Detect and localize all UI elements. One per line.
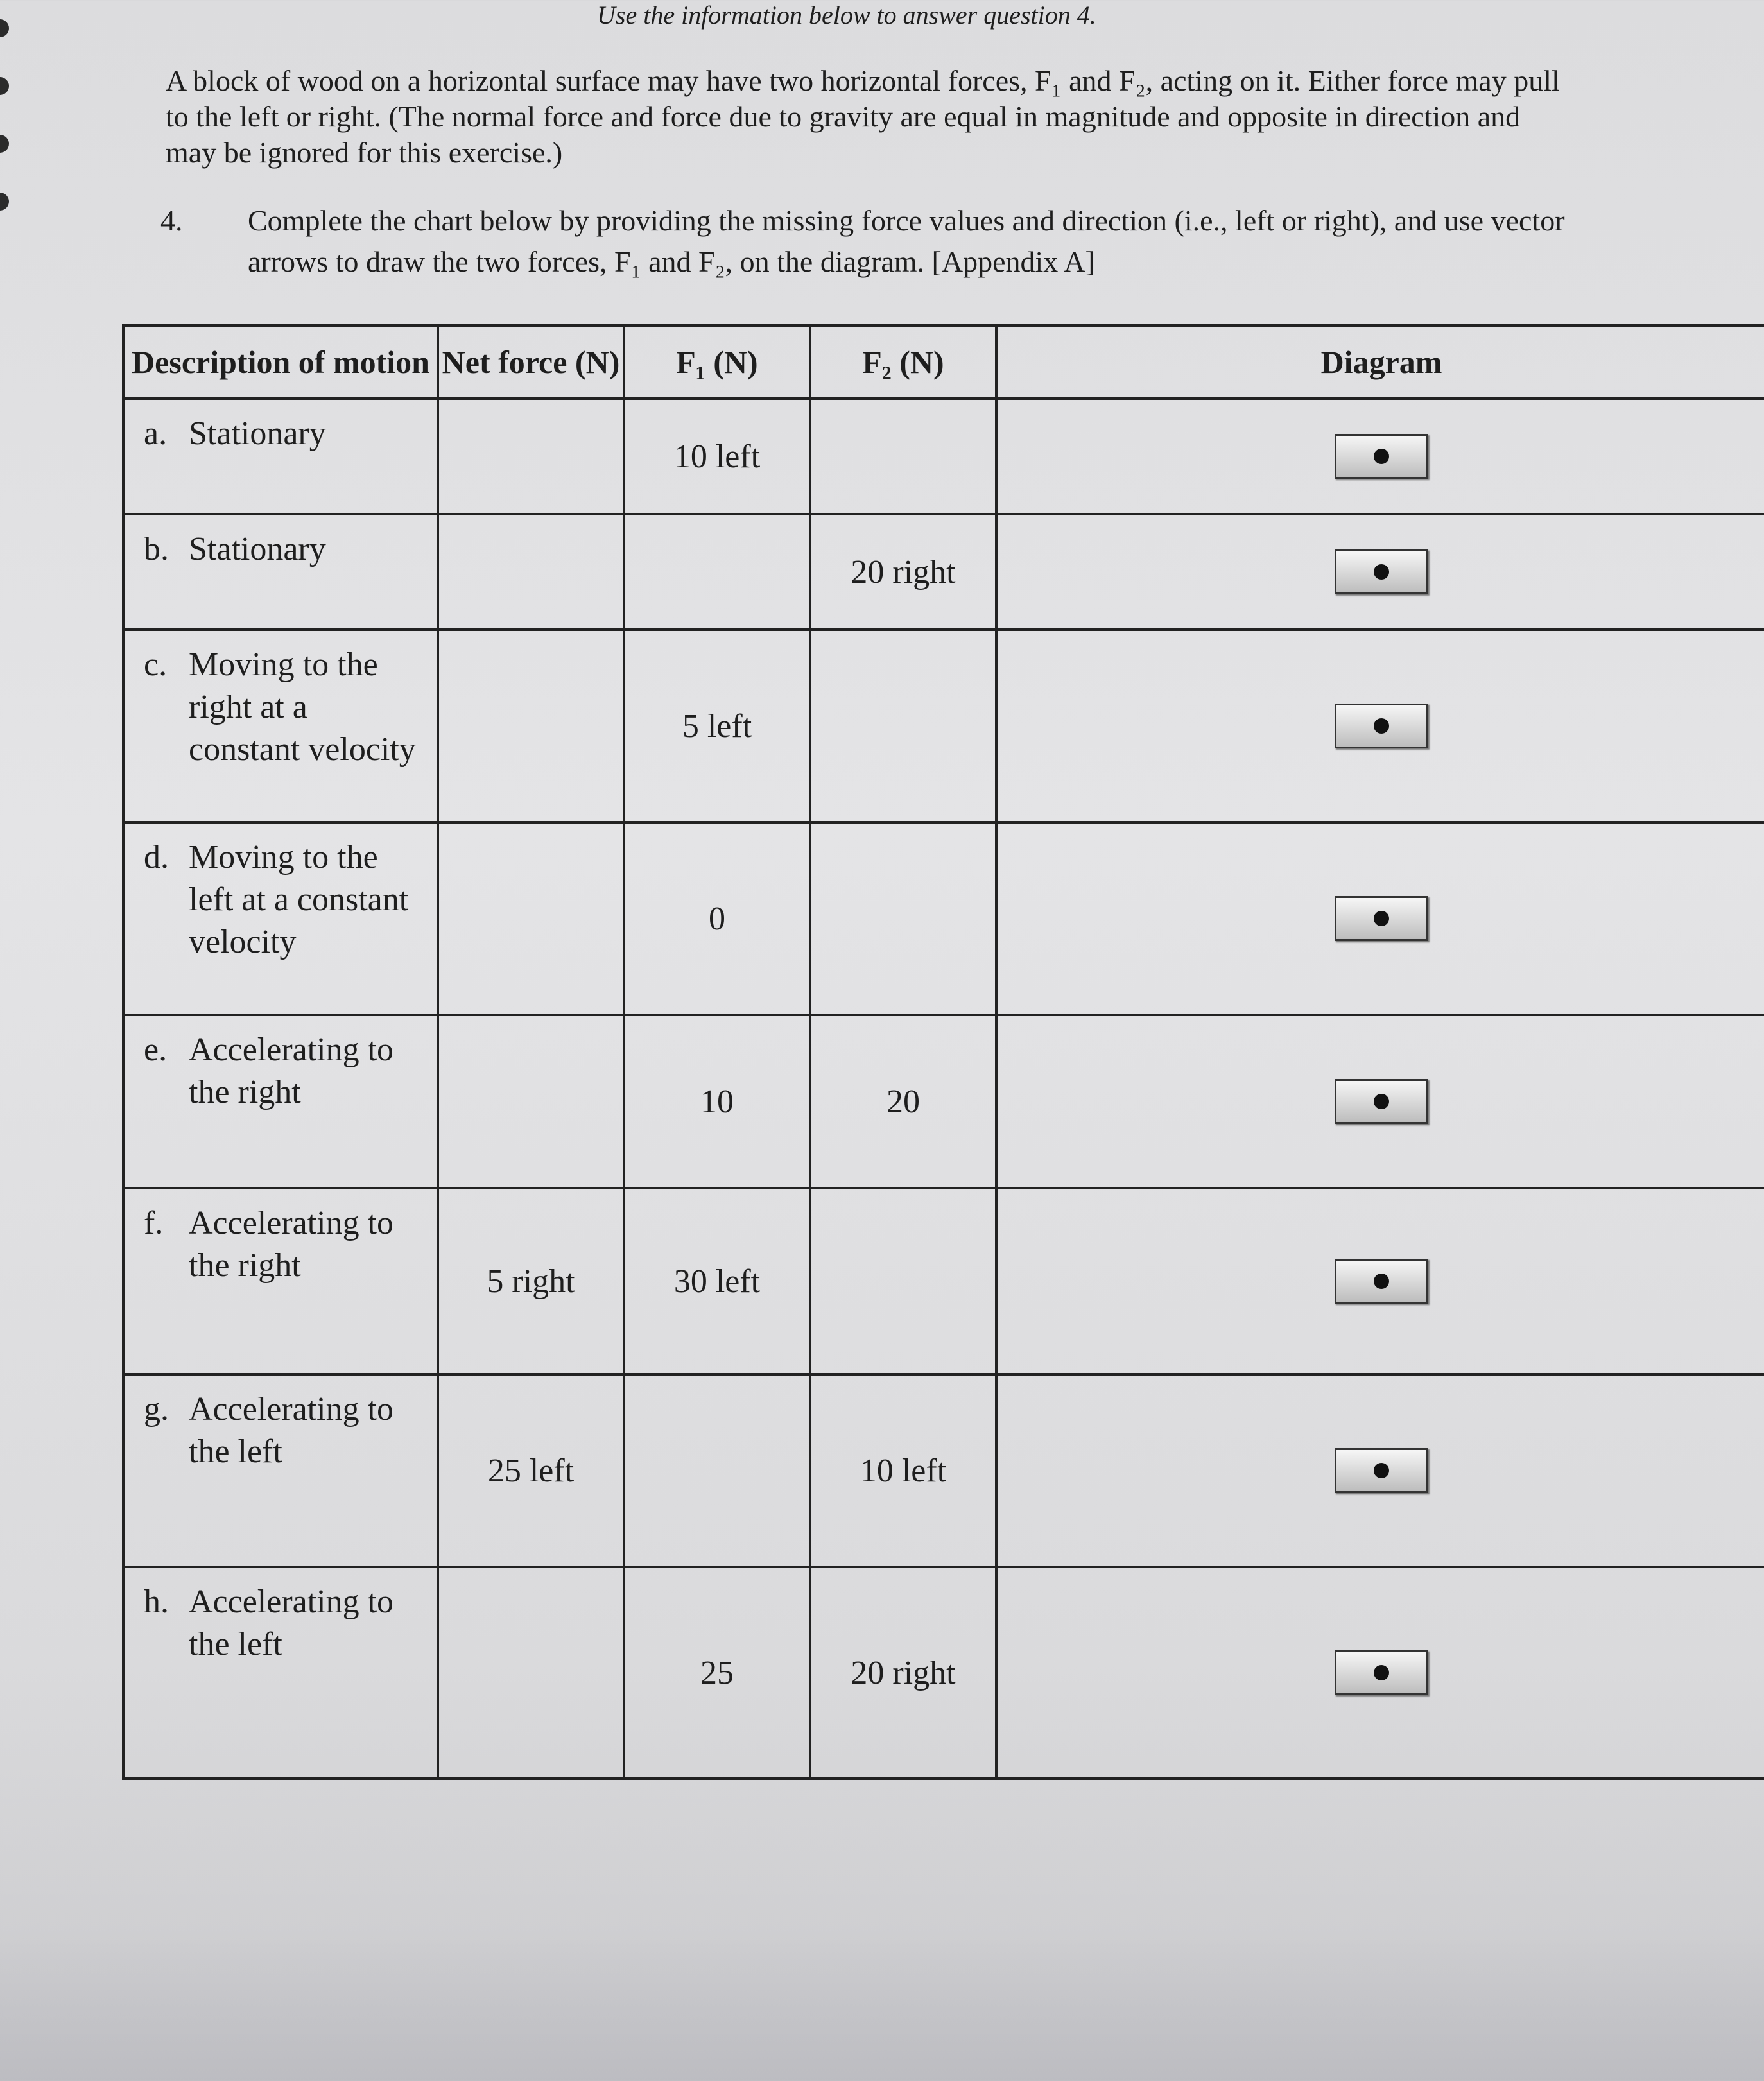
- header-f2: F₂ (N): [810, 325, 996, 399]
- cell-description: [123, 514, 438, 630]
- cell-f2[interactable]: [810, 1188, 996, 1374]
- page-header: Use the information below to answer question 4.: [597, 1, 1096, 30]
- row-description: Accelerating to the right: [189, 1032, 394, 1110]
- row-description: Accelerating to the left: [189, 1391, 394, 1470]
- question-4: [160, 200, 1592, 282]
- center-dot-icon: [1374, 911, 1389, 926]
- table-header-row: [123, 325, 1764, 399]
- cell-diagram[interactable]: [996, 1567, 1764, 1779]
- cell-description: [123, 1015, 438, 1188]
- cell-diagram[interactable]: [996, 1374, 1764, 1567]
- table-row: [123, 822, 1764, 1015]
- cell-diagram[interactable]: [996, 399, 1764, 514]
- row-description: Accelerating to the left: [189, 1584, 394, 1662]
- cell-net-force[interactable]: [438, 399, 624, 514]
- cell-diagram[interactable]: [996, 630, 1764, 822]
- binder-hole: [0, 19, 9, 37]
- cell-f2[interactable]: 20 right: [810, 514, 996, 630]
- binder-holes: [0, 0, 26, 244]
- question-text: Complete the chart below by providing the missing force values and direction (i.e., left or right), and use vector arrows to draw the two forces, F₁ and F₂, on the diagram. [Appendix A]: [248, 204, 1565, 278]
- cell-f2[interactable]: [810, 399, 996, 514]
- cell-f1[interactable]: 10: [624, 1015, 810, 1188]
- row-label: e.: [144, 1032, 168, 1068]
- cell-f1[interactable]: 0: [624, 822, 810, 1015]
- row-description: Accelerating to the right: [189, 1205, 394, 1284]
- table-row: [123, 1374, 1764, 1567]
- cell-diagram[interactable]: [996, 1188, 1764, 1374]
- header-net-force: Net force (N): [438, 325, 624, 399]
- table-row: [123, 630, 1764, 822]
- cell-net-force[interactable]: [438, 1015, 624, 1188]
- row-label: f.: [144, 1205, 164, 1241]
- cell-diagram[interactable]: [996, 822, 1764, 1015]
- row-label: c.: [144, 646, 168, 683]
- cell-f1[interactable]: 25: [624, 1567, 810, 1779]
- cell-f2[interactable]: 20 right: [810, 1567, 996, 1779]
- cell-description: [123, 822, 438, 1015]
- cell-net-force[interactable]: 5 right: [438, 1188, 624, 1374]
- center-dot-icon: [1374, 1094, 1389, 1109]
- cell-f2[interactable]: 10 left: [810, 1374, 996, 1567]
- row-label: g.: [144, 1391, 169, 1428]
- table-row: [123, 1188, 1764, 1374]
- wood-block-icon: [1335, 1079, 1428, 1124]
- wood-block-icon: [1335, 549, 1428, 594]
- center-dot-icon: [1374, 564, 1389, 580]
- cell-net-force[interactable]: [438, 1567, 624, 1779]
- row-label: d.: [144, 839, 169, 876]
- wood-block-icon: [1335, 896, 1428, 941]
- center-dot-icon: [1374, 1463, 1389, 1478]
- header-description: Description of motion: [123, 325, 438, 399]
- table-row: [123, 399, 1764, 514]
- row-description: Stationary: [189, 415, 326, 452]
- binder-hole: [0, 135, 9, 153]
- intro-paragraph: A block of wood on a horizontal surface may have two horizontal forces, F₁ and F₂, acting on it. Either force may pull to the left or right. (The normal force and force due to gravity are equal in magnitude and opposite in direction and may be ignored for this exercise.): [166, 64, 1560, 169]
- wood-block-icon: [1335, 1448, 1428, 1493]
- wood-block-icon: [1335, 704, 1428, 748]
- force-table: [122, 324, 1764, 1780]
- table-row: [123, 1567, 1764, 1779]
- center-dot-icon: [1374, 1665, 1389, 1680]
- table-row: [123, 514, 1764, 630]
- table-row: [123, 1015, 1764, 1188]
- center-dot-icon: [1374, 449, 1389, 464]
- force-chart: [122, 324, 1764, 1929]
- cell-description: [123, 1567, 438, 1779]
- cell-description: [123, 630, 438, 822]
- header-diagram: Diagram: [996, 325, 1764, 399]
- row-label: h.: [144, 1584, 169, 1620]
- cell-net-force[interactable]: 25 left: [438, 1374, 624, 1567]
- binder-hole: [0, 77, 9, 95]
- row-label: a.: [144, 415, 168, 452]
- shadow: [0, 1926, 1764, 2081]
- cell-f1[interactable]: 10 left: [624, 399, 810, 514]
- cell-description: [123, 1188, 438, 1374]
- question-number: 4.: [160, 204, 183, 237]
- row-label: b.: [144, 531, 169, 567]
- binder-hole: [0, 193, 9, 211]
- row-description: Moving to the left at a constant velocity: [189, 839, 409, 960]
- cell-net-force[interactable]: [438, 514, 624, 630]
- cell-f2[interactable]: [810, 630, 996, 822]
- cell-net-force[interactable]: [438, 630, 624, 822]
- cell-f2[interactable]: 20: [810, 1015, 996, 1188]
- cell-f2[interactable]: [810, 822, 996, 1015]
- cell-f1[interactable]: [624, 1374, 810, 1567]
- cell-net-force[interactable]: [438, 822, 624, 1015]
- row-description: Stationary: [189, 531, 326, 567]
- cell-description: [123, 399, 438, 514]
- wood-block-icon: [1335, 1259, 1428, 1304]
- cell-f1[interactable]: 30 left: [624, 1188, 810, 1374]
- center-dot-icon: [1374, 718, 1389, 734]
- cell-f1[interactable]: [624, 514, 810, 630]
- cell-diagram[interactable]: [996, 1015, 1764, 1188]
- cell-description: [123, 1374, 438, 1567]
- wood-block-icon: [1335, 1650, 1428, 1695]
- wood-block-icon: [1335, 434, 1428, 479]
- row-description: Moving to the right at a constant velocity: [189, 646, 416, 768]
- cell-diagram[interactable]: [996, 514, 1764, 630]
- header-f1: F₁ (N): [624, 325, 810, 399]
- center-dot-icon: [1374, 1274, 1389, 1289]
- cell-f1[interactable]: 5 left: [624, 630, 810, 822]
